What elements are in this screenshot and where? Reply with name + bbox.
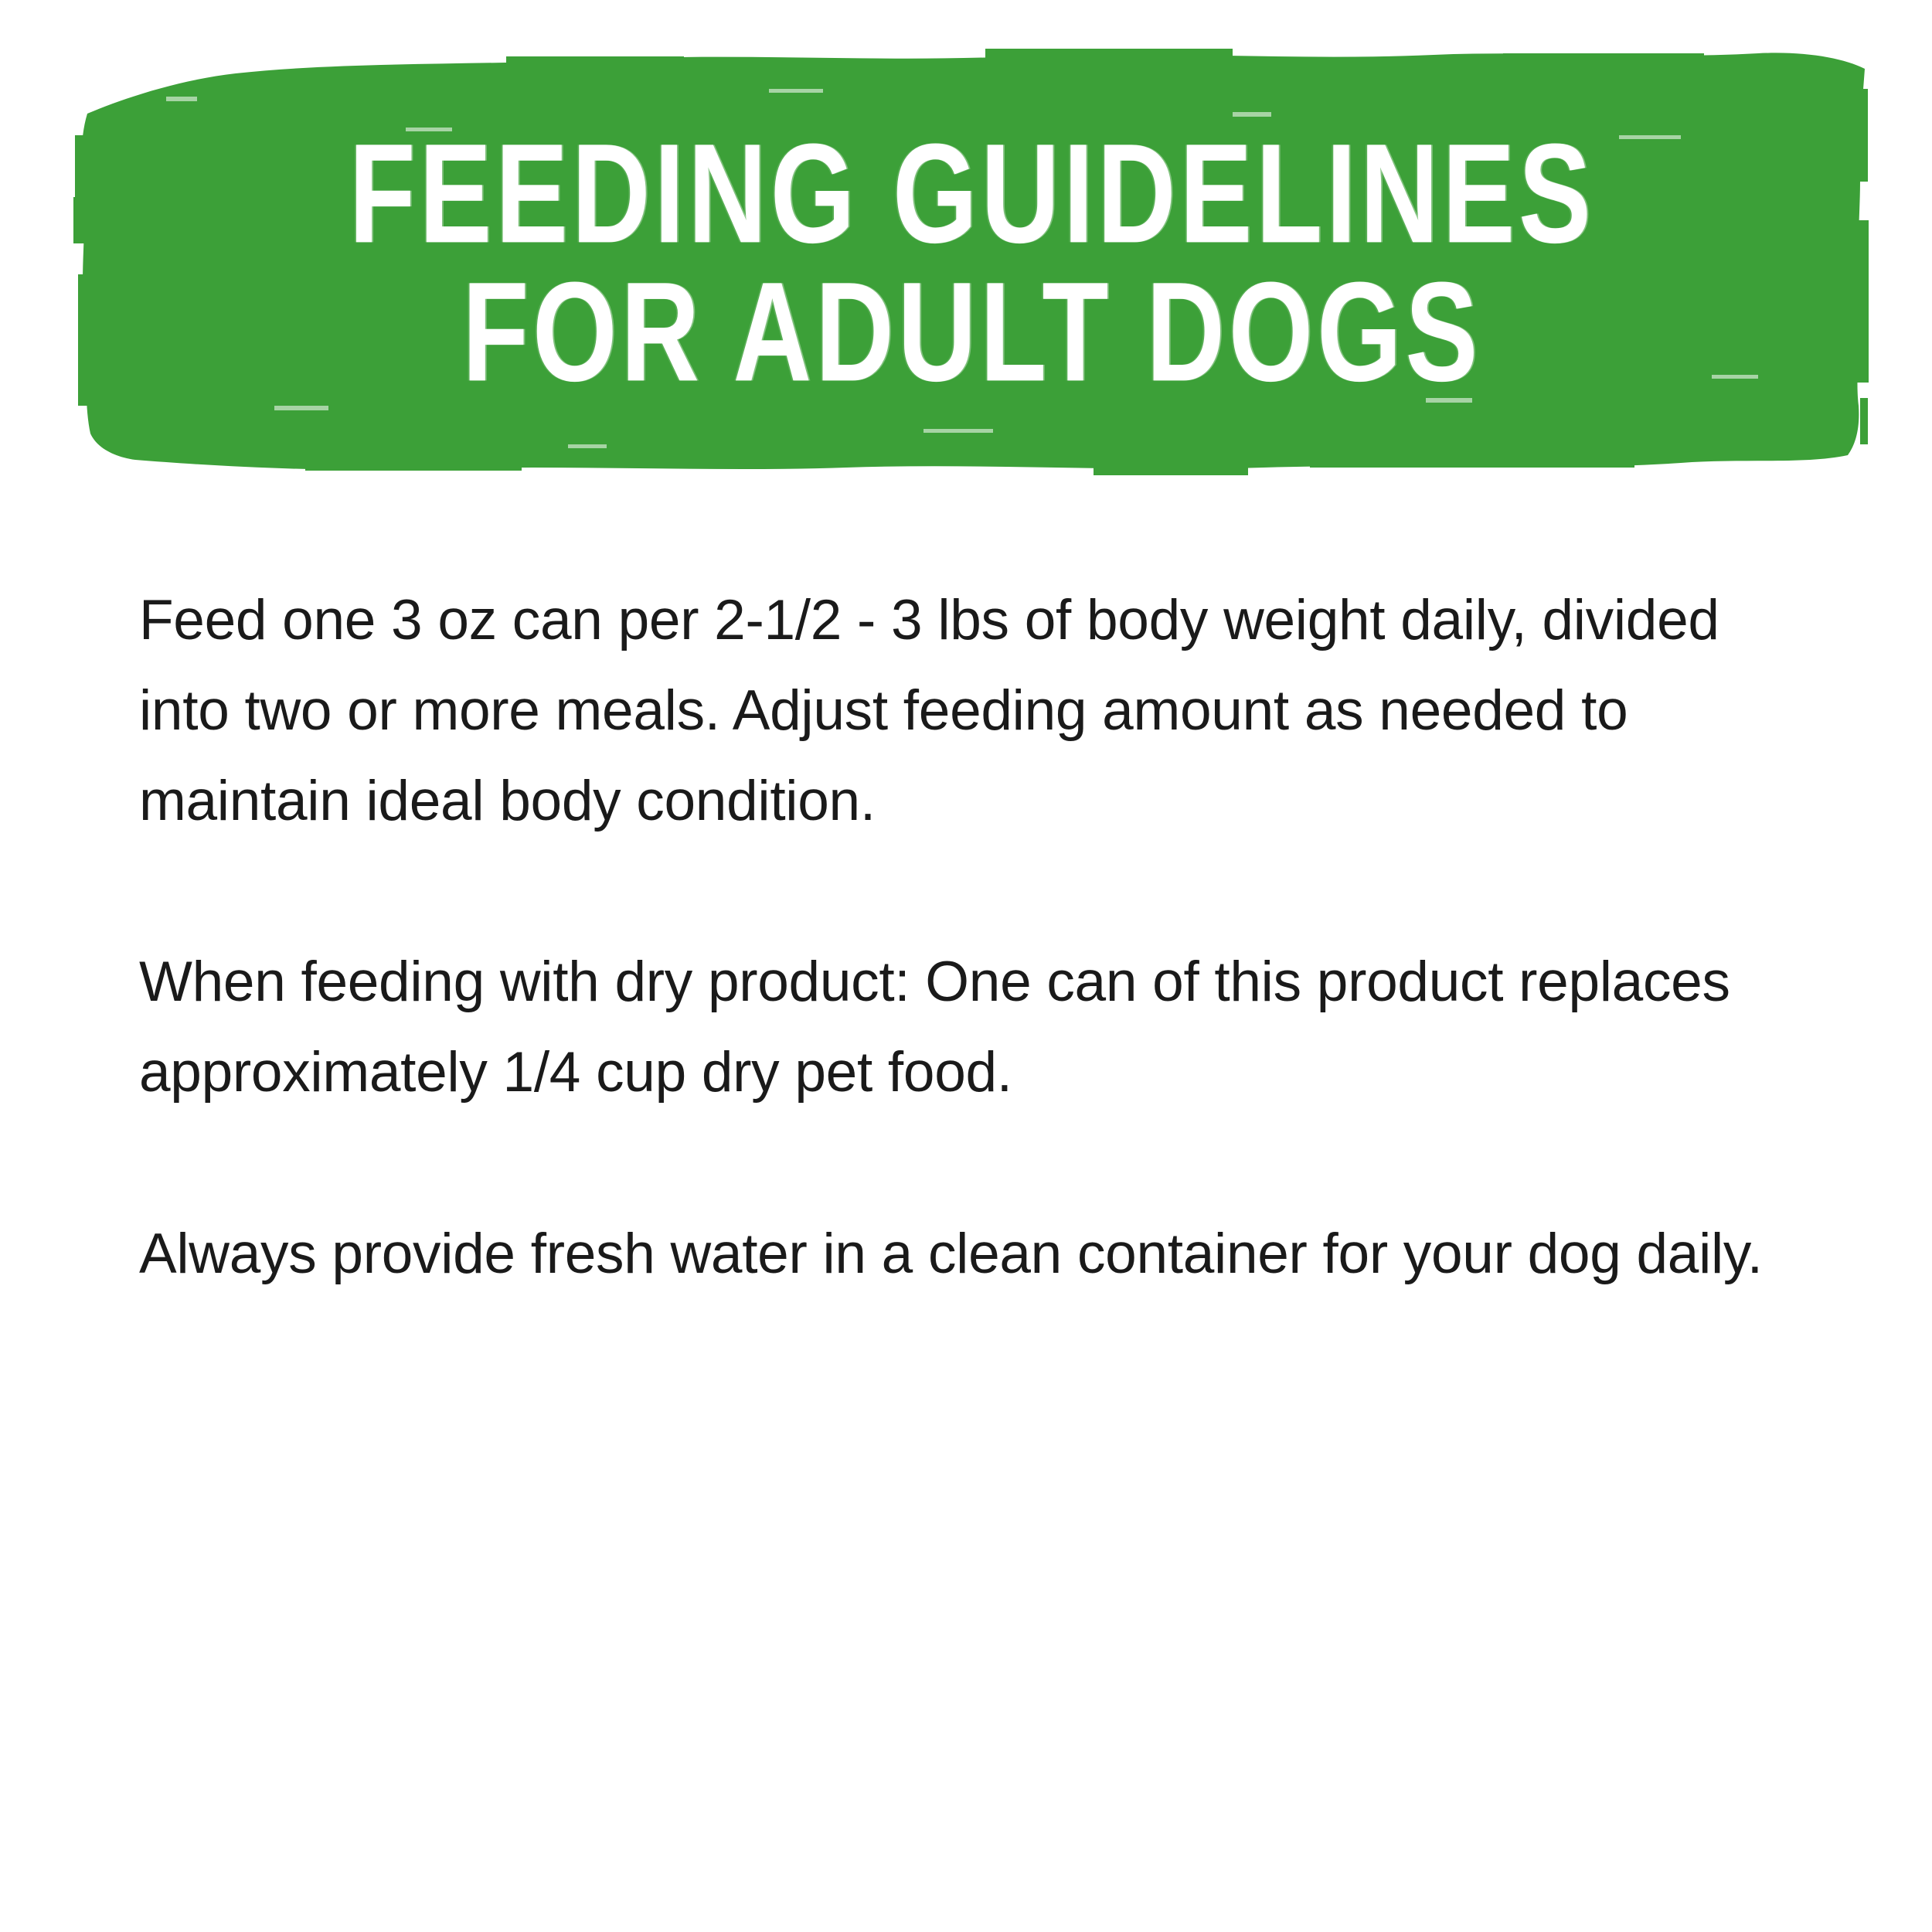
banner-title-line-1: FEEDING GUIDELINES [349,114,1595,273]
paragraph-feeding-amount: Feed one 3 oz can per 2-1/2 - 3 lbs of body weight daily, divided into two or more meals. Adjust feeding amount as needed to maintain ideal body condition. [139,589,1719,832]
paragraph-fresh-water: Always provide fresh water in a clean container for your dog daily. [139,1222,1763,1285]
feeding-instructions [139,576,1770,1300]
paragraph-dry-product: When feeding with dry product: One can of this product replaces approximately 1/4 cup dry pet food. [139,951,1730,1104]
banner-title-line-2: FOR ADULT DOGS [461,252,1482,411]
banner-title [73,43,1870,475]
banner-brush-stroke [73,43,1870,475]
